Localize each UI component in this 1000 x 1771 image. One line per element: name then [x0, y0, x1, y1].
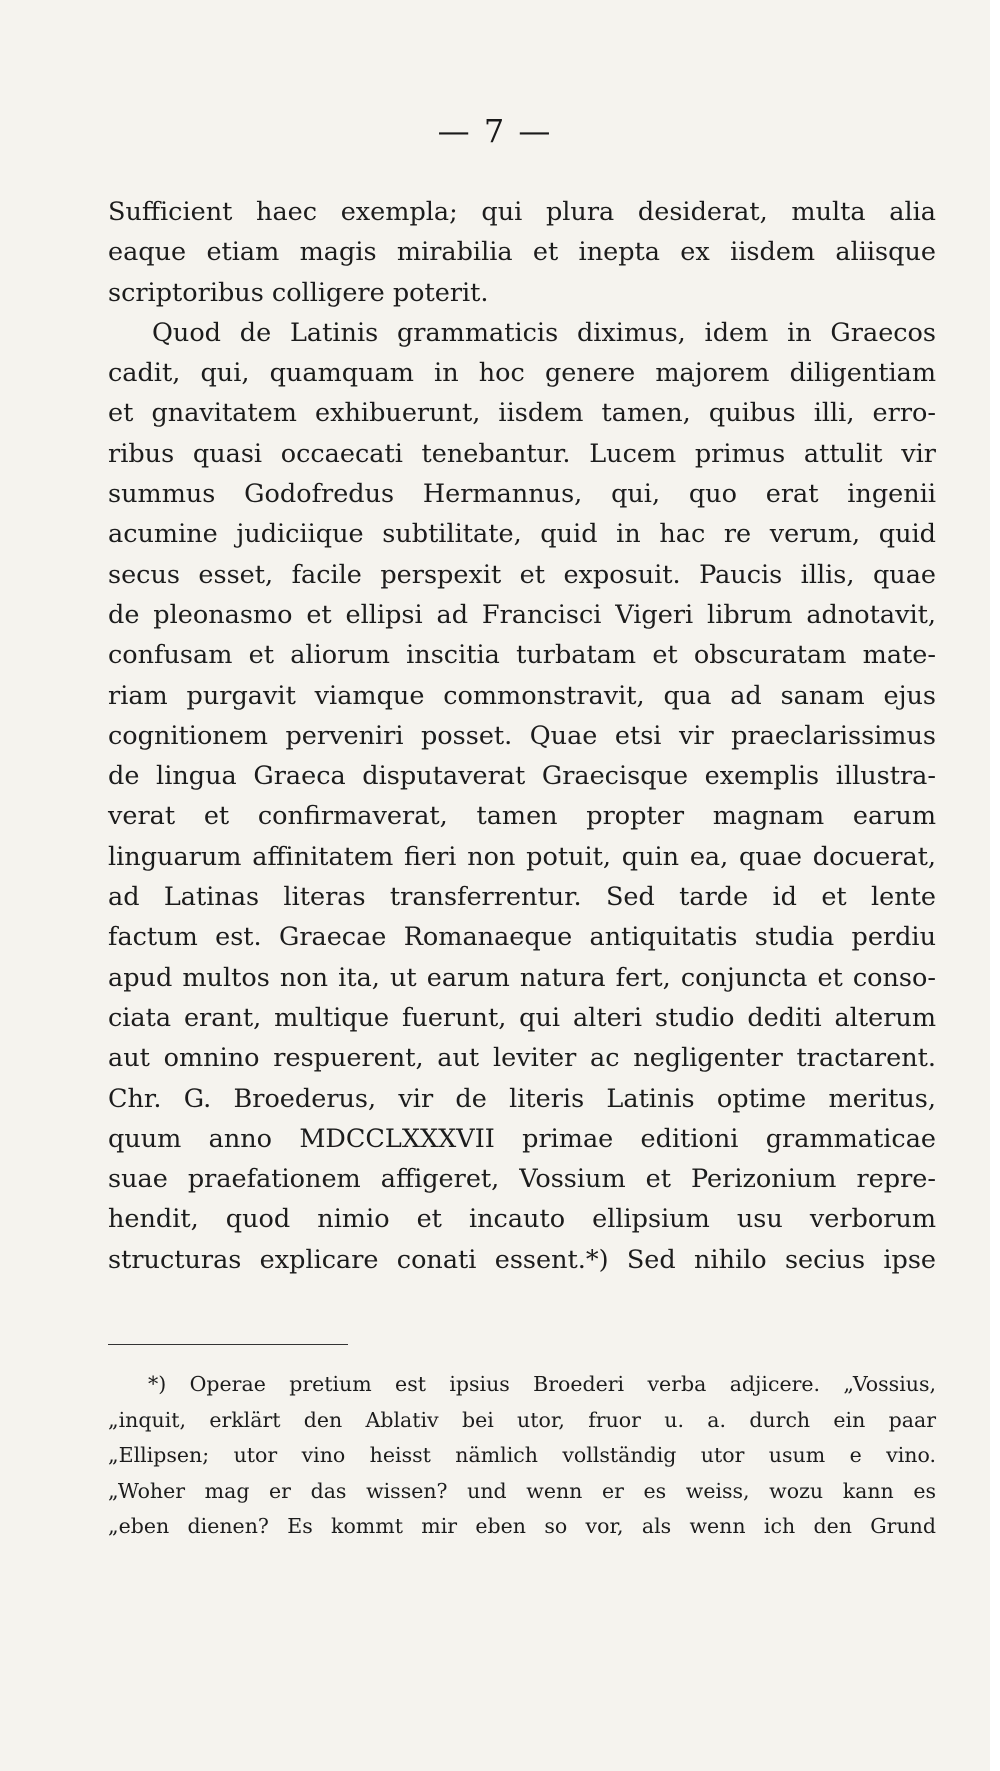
text-line: hendit, quod nimio et incauto ellipsium usu verborum — [108, 1204, 936, 1235]
text-line: et gnavitatem exhibuerunt, iisdem tamen, quibus illi, erro- — [108, 398, 936, 429]
footnote — [108, 1367, 936, 1545]
text-line: aut omnino respuerent, aut leviter ac negligenter tractarent. — [108, 1043, 936, 1074]
text-line: quum anno MDCCLXXXVII primae editioni grammaticae — [108, 1123, 936, 1154]
text-line: Sufficient haec exempla; qui plura desiderat, multa alia — [108, 197, 936, 227]
text-line: ad Latinas literas transferrentur. Sed tarde id et lente — [108, 882, 936, 913]
footnote-line: „Woher mag er das wissen? und wenn er es weiss, wozu kann es — [108, 1478, 936, 1503]
text-line: factum est. Graecae Romanaeque antiquitatis studia perdiu — [108, 922, 936, 953]
text-line: cognitionem perveniri posset. Quae etsi vir praeclarissimus — [108, 720, 936, 751]
footnote-line: *) Operae pretium est ipsius Broederi verba adjicere. „Vossius, — [148, 1372, 936, 1396]
text-line: ciata erant, multique fuerunt, qui alteri studio dediti alterum — [108, 1002, 936, 1033]
text-line: riam purgavit viamque commonstravit, qua ad sanam ejus — [108, 680, 936, 711]
text-line: verat et confirmaverat, tamen propter magnam earum — [108, 801, 936, 832]
footnote-line: „inquit, erklärt den Ablativ bei utor, fruor u. a. durch ein paar — [108, 1407, 936, 1432]
text-line: de lingua Graeca disputaverat Graecisque exemplis illustra- — [108, 761, 936, 792]
text-line: ribus quasi occaecati tenebantur. Lucem primus attulit vir — [108, 438, 936, 469]
footnote-line: „Ellipsen; utor vino heisst nämlich vollständig utor usum e vino. — [108, 1443, 936, 1467]
text-line: apud multos non ita, ut earum natura fert, conjuncta et conso- — [108, 962, 936, 993]
text-line: eaque etiam magis mirabilia et inepta ex iisdem aliisque — [108, 237, 936, 268]
footnote-line: „eben dienen? Es kommt mir eben so vor, als wenn ich den Grund — [108, 1514, 936, 1538]
text-line: acumine judiciique subtilitate, quid in hac re verum, quid — [108, 519, 936, 550]
page-number: — 7 — — [437, 112, 553, 150]
text-line: suae praefationem affigeret, Vossium et Perizonium repre- — [108, 1164, 936, 1195]
text-line: confusam et aliorum inscitia turbatam et obscuratam mate- — [108, 640, 936, 671]
text-line: Chr. G. Broederus, vir de literis Latinis optime meritus, — [108, 1083, 936, 1114]
footnote-divider — [108, 1344, 348, 1345]
main-text — [108, 192, 936, 1280]
text-line: linguarum affinitatem fieri non potuit, quin ea, quae docuerat, — [108, 841, 936, 872]
text-line: Quod de Latinis grammaticis diximus, idem in Graecos — [152, 317, 936, 348]
text-line: secus esset, facile perspexit et exposuit. Paucis illis, quae — [108, 559, 936, 590]
text-line: scriptoribus colligere poterit. — [108, 277, 489, 308]
text-line: de pleonasmo et ellipsi ad Francisci Vigeri librum adnotavit, — [108, 599, 936, 630]
text-line: cadit, qui, quamquam in hoc genere majorem diligentiam — [108, 358, 936, 389]
text-line: summus Godofredus Hermannus, qui, quo erat ingenii — [108, 479, 936, 510]
text-line: structuras explicare conati essent.*) Sed nihilo secius ipse — [108, 1244, 936, 1275]
